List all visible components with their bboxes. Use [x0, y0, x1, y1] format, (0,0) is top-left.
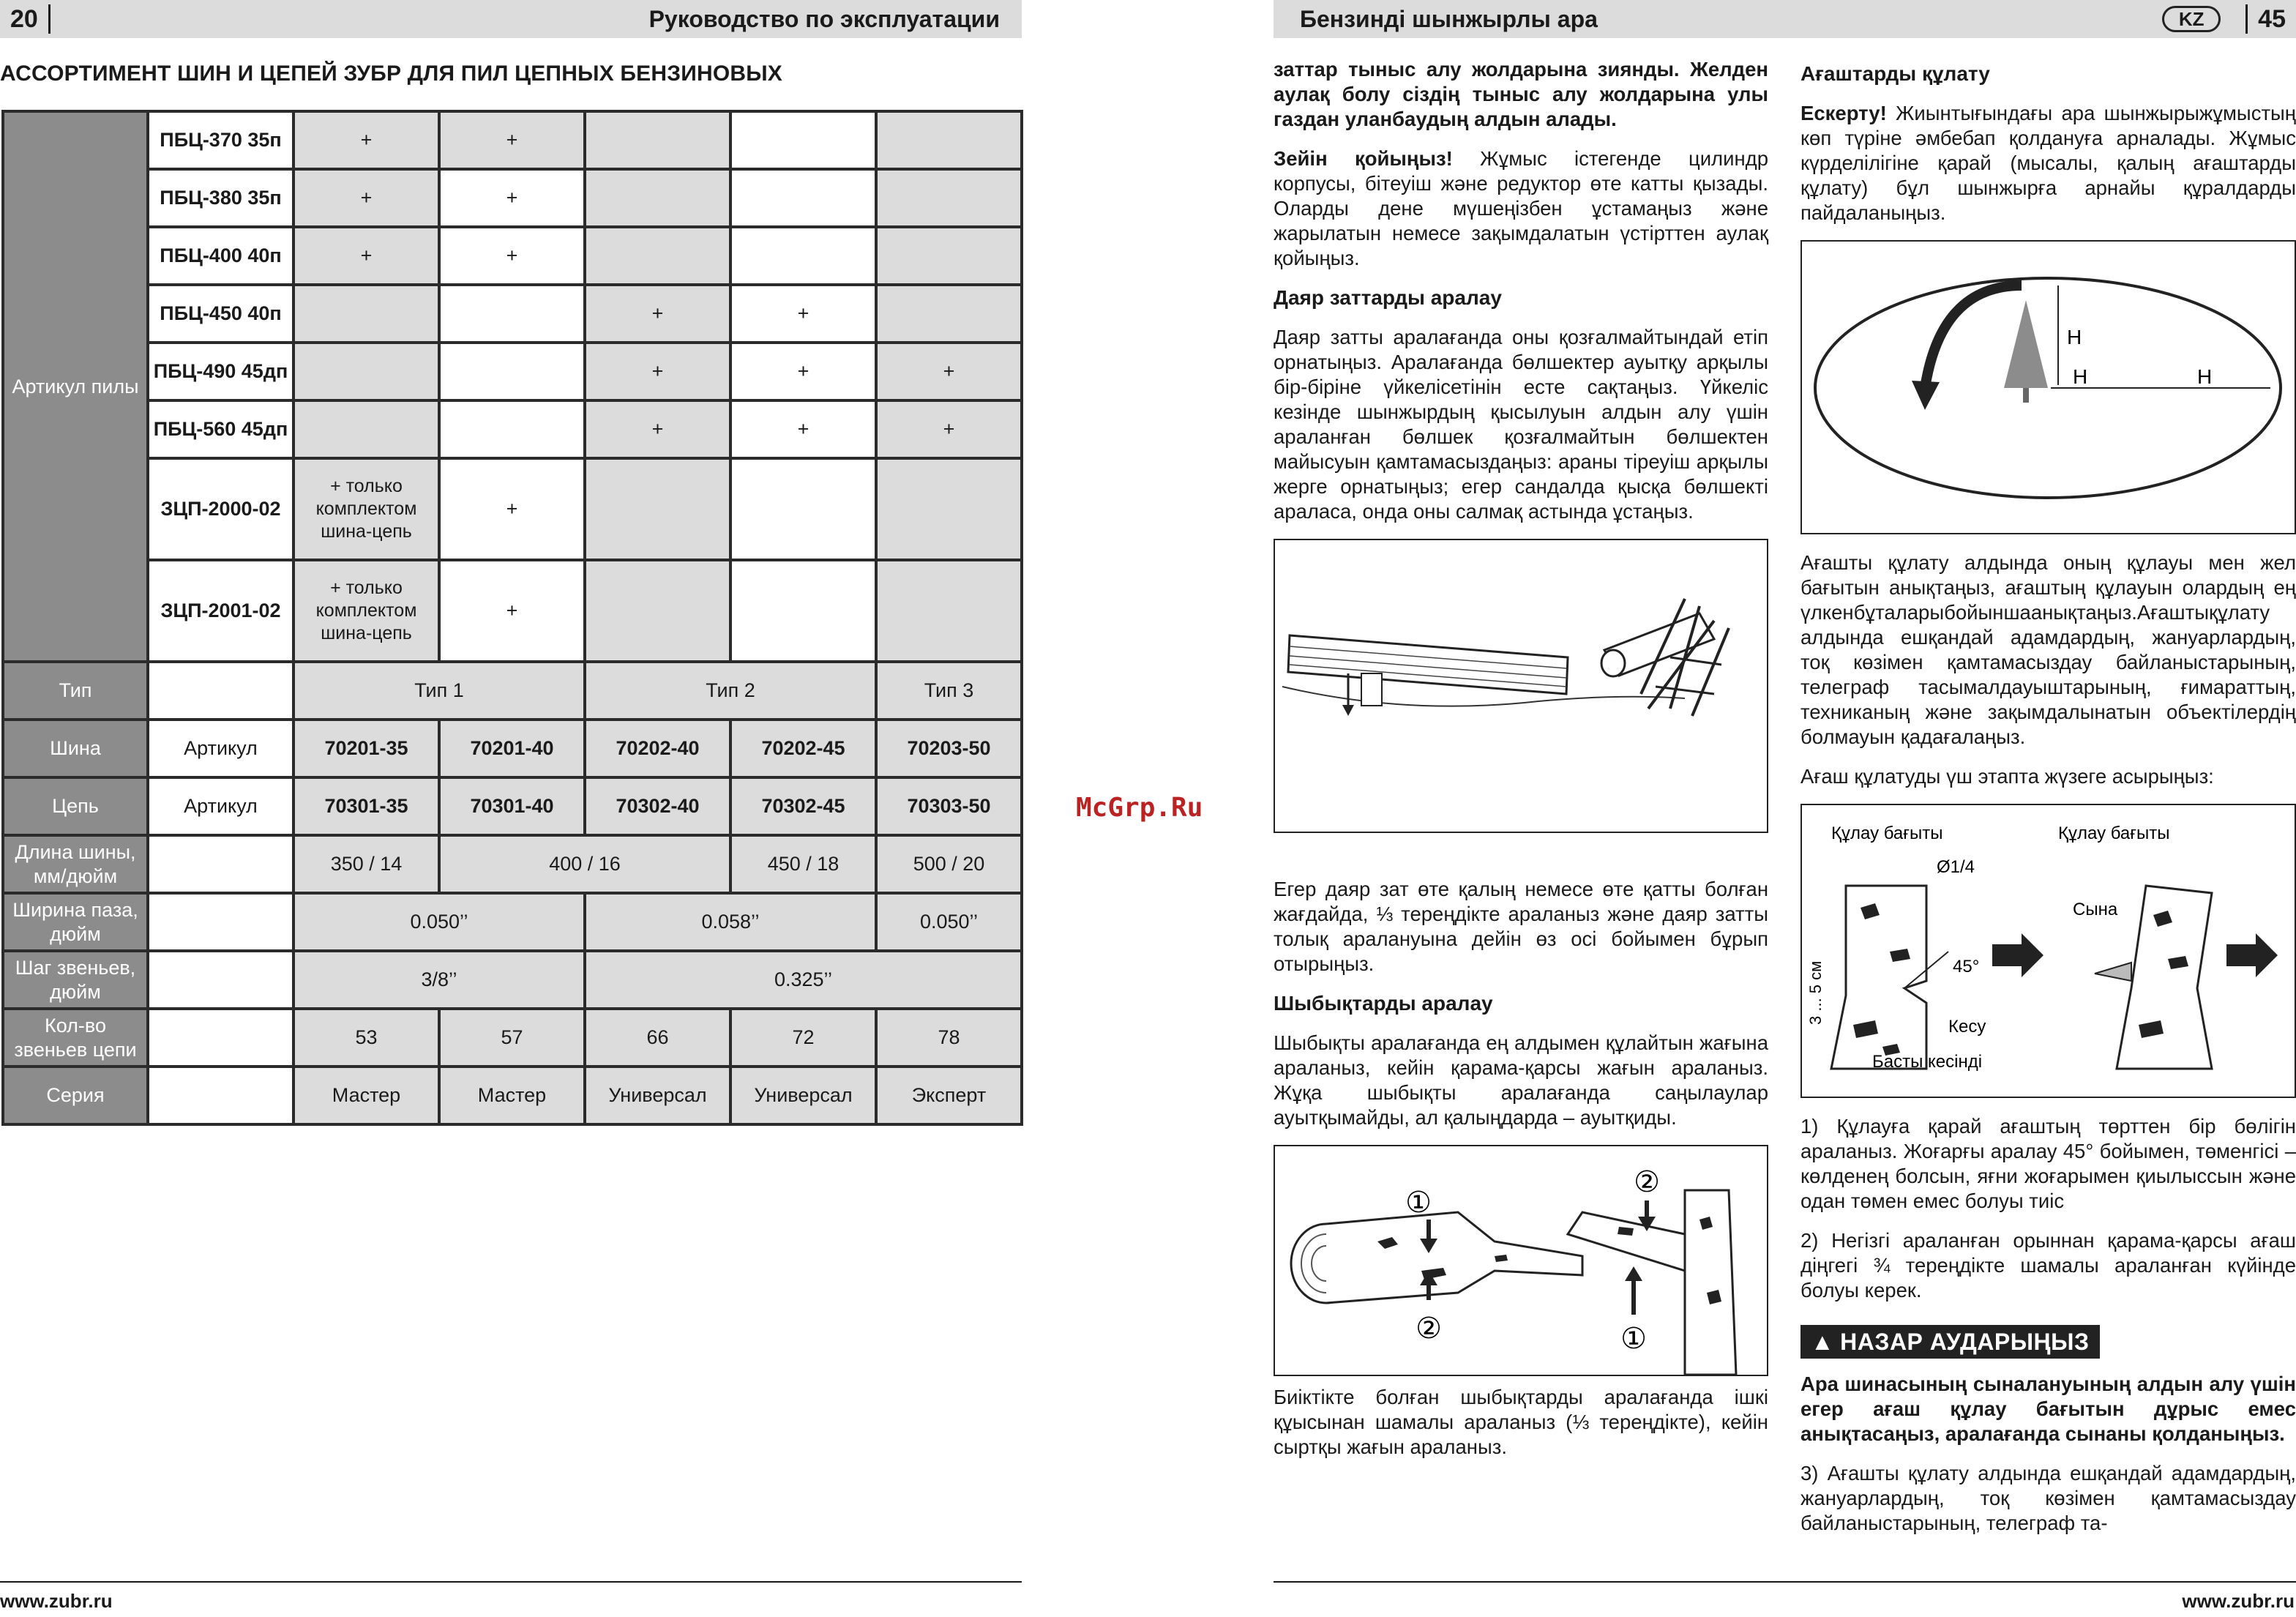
compat-cell: +: [439, 227, 585, 285]
right-header-title: Бензинді шынжырлы ара: [1300, 5, 1598, 32]
paragraph: заттар тыныс алу жолдарына зиянды. Желден аулақ болу сіздің тыныс алу жолдарына улы газдан уланбаудың алдын алады.: [1274, 58, 1768, 130]
marker-1: ①: [1405, 1186, 1432, 1220]
right-column-1: [1274, 57, 1768, 1474]
compat-cell: [876, 169, 1022, 227]
left-footer-rule: [0, 1581, 1022, 1583]
paragraph: Ағаш құлатуды үш этапта жүзеге асырыңыз:: [1800, 765, 2214, 788]
compat-cell: [876, 111, 1022, 169]
empty-cell: [148, 951, 293, 1009]
warning-text: Жиынтығындағы ара шынжырыжұмыстың көп түріне әмбебап қолдануға арналады. Жұмыс күрделілігіне қарай (мысалы, қалың ағаштарды құлату) бұл шынжырға арнайы құралдарды пайдаланыңыз.: [1800, 102, 2296, 224]
compat-cell: [585, 560, 730, 662]
assortment-table: [1, 110, 1023, 1126]
empty-cell: [148, 893, 293, 951]
watermark: McGrp.Ru: [1076, 793, 1203, 823]
header-divider: [2245, 4, 2248, 34]
left-page-header: [0, 0, 1022, 38]
groove-cell: 0.058’’: [585, 893, 876, 951]
saw-model: ПБЦ-370 35п: [148, 111, 293, 169]
article-label: Артикул: [148, 777, 293, 835]
language-badge: KZ: [2162, 6, 2221, 32]
compat-cell: +: [293, 227, 439, 285]
note-text: Жұмыс істегенде цилиндр корпусы, бітеуіш және редуктор өте катты қызады. Оларды дене мүшеңізбен ұстамаңыз және жарылатын немесе зақымдалатын үстірттен аулақ қойыңыз.: [1274, 147, 1768, 269]
paragraph: [1800, 101, 2296, 225]
series-cell: Универсал: [585, 1067, 730, 1124]
compat-cell: +: [439, 458, 585, 560]
compat-cell: [585, 227, 730, 285]
cut-label: Кесу: [1948, 1017, 1986, 1037]
felling-cuts-figure: [1800, 804, 2296, 1098]
saw-model: ПБЦ-380 35п: [148, 169, 293, 227]
compat-cell: +: [293, 169, 439, 227]
bar-article: 70202-45: [730, 720, 876, 777]
pitch-cell: 3/8’’: [293, 951, 585, 1009]
bar-article: 70203-50: [876, 720, 1022, 777]
bar-label: Шина: [3, 720, 148, 777]
empty-cell: [148, 835, 293, 893]
links-cell: 66: [585, 1009, 730, 1067]
compat-cell: +: [585, 285, 730, 343]
distance-mark-1: H: [2073, 365, 2088, 388]
main-cut-label: Басты кесінді: [1872, 1052, 1983, 1072]
bar-article: 70202-40: [585, 720, 730, 777]
fall-direction-label-2: Құлау бағыты: [2058, 824, 2170, 843]
chain-article: 70303-50: [876, 777, 1022, 835]
height-range-label: 3 ... 5 см: [1806, 960, 1825, 1025]
section-title: АССОРТИМЕНТ ШИН И ЦЕПЕЙ ЗУБР ДЛЯ ПИЛ ЦЕПНЫХ БЕНЗИНОВЫХ: [0, 61, 783, 86]
right-page-number: 45: [2258, 4, 2286, 33]
type-cell: Тип 3: [876, 662, 1022, 720]
compat-cell: [439, 400, 585, 458]
angle-label: 45°: [1953, 957, 1980, 976]
right-page-header: [1274, 0, 2296, 38]
compat-cell: [439, 285, 585, 343]
compat-cell: [876, 560, 1022, 662]
marker-1-bottom: ①: [1620, 1322, 1647, 1356]
height-mark: H: [2067, 326, 2082, 348]
compat-cell: +: [293, 111, 439, 169]
series-cell: Универсал: [730, 1067, 876, 1124]
length-cell: 400 / 16: [439, 835, 730, 893]
paragraph: 2) Негізгі араланған орыннан қарама-қарсы ағаш діңгегі ¾ тереңдікте шамалы араланған күйінде болуы керек.: [1800, 1229, 2296, 1302]
compat-cell: +: [439, 111, 585, 169]
length-label: Длина шины, мм/дюйм: [3, 835, 148, 893]
wedge-label: Сына: [2073, 900, 2118, 919]
compat-cell: +: [585, 343, 730, 400]
branches-figure: [1274, 1145, 1768, 1376]
article-saw-label: Артикул пилы: [3, 111, 148, 662]
series-cell: Мастер: [293, 1067, 439, 1124]
chain-article: 70301-35: [293, 777, 439, 835]
attention-text: НАЗАР АУДАРЫҢЫЗ: [1840, 1329, 2090, 1355]
paragraph: Шыбықты аралағанда ең алдымен құлайтын жағына араланыз, кейін қарама-қарсы жағын араланыз. Жұқа шыбықты аралағанда саңылаулар ауытқымайды, ал қалыңдарда – ауытқиды.: [1274, 1031, 1768, 1129]
type-label: Тип: [3, 662, 148, 720]
branches-illustration: [1275, 1146, 1767, 1375]
attention-banner: [1800, 1325, 2100, 1359]
length-cell: 450 / 18: [730, 835, 876, 893]
saw-model: ПБЦ-400 40п: [148, 227, 293, 285]
sawhorse-figure: [1274, 539, 1768, 833]
groove-cell: 0.050’’: [876, 893, 1022, 951]
pitch-label: Шаг звеньев, дюйм: [3, 951, 148, 1009]
pitch-cell: 0.325’’: [585, 951, 1022, 1009]
compat-cell: [730, 169, 876, 227]
empty-cell: [148, 1009, 293, 1067]
compat-cell: +: [585, 400, 730, 458]
compat-cell: [293, 400, 439, 458]
paragraph: Ара шинасының сыналануының алдын алу үшін егер ағаш құлау бағытын дұрыс емес анықтасаңыз, аралағанда сынаны қолданыңыз.: [1800, 1373, 2296, 1445]
felling-zone-figure: [1800, 240, 2296, 534]
right-footer-rule: [1274, 1581, 2296, 1583]
paragraph: 3) Ағашты құлату алдында ешқандай адамдардың, жануарлардың, тоқ көзімен қамтамасыздау байланыстарының, телеграф та-: [1800, 1462, 2296, 1534]
paragraph: 1) Құлауға қарай ағаштың төрттен бір бөлігін араланыз. Жоғарғы аралау 45° бойымен, төменгісі – көлденең болсын, яғни жоғарымен қиылыссын және одан төмен емес болуы тиіс: [1800, 1115, 2296, 1212]
compat-cell: +: [730, 343, 876, 400]
compat-cell: [585, 458, 730, 560]
fall-direction-label-1: Құлау бағыты: [1831, 824, 1943, 843]
paragraph: Биіктікте болған шыбықтарды аралағанда ішкі құысынан шамалы араланыз (⅓ тереңдікте), кейін сыртқы жағын араланыз.: [1274, 1386, 1768, 1458]
compat-cell: [585, 169, 730, 227]
type-cell: Тип 2: [585, 662, 876, 720]
length-cell: 350 / 14: [293, 835, 439, 893]
compat-cell: [730, 227, 876, 285]
compat-cell: [730, 458, 876, 560]
series-label: Серия: [3, 1067, 148, 1124]
saw-model: ПБЦ-450 40п: [148, 285, 293, 343]
left-page-number: 20: [10, 4, 38, 33]
compat-cell: [876, 285, 1022, 343]
links-cell: 78: [876, 1009, 1022, 1067]
compat-cell: +: [876, 400, 1022, 458]
subheading: Шыбықтарды аралау: [1274, 992, 1493, 1015]
left-header-title: Руководство по эксплуатации: [648, 5, 1000, 32]
saw-model: ПБЦ-490 45дп: [148, 343, 293, 400]
distance-mark-2: H: [2197, 365, 2213, 388]
compat-cell: [730, 111, 876, 169]
compat-cell: +: [730, 400, 876, 458]
compat-cell: [585, 111, 730, 169]
compat-cell: [293, 343, 439, 400]
compat-cell: [876, 458, 1022, 560]
saw-model: ЗЦП-2001-02: [148, 560, 293, 662]
groove-cell: 0.050’’: [293, 893, 585, 951]
marker-2-top: ②: [1634, 1165, 1660, 1199]
saw-model: ЗЦП-2000-02: [148, 458, 293, 560]
right-column-2: [1800, 57, 2296, 1550]
compat-cell: [876, 227, 1022, 285]
compat-cell: +: [876, 343, 1022, 400]
compat-cell: [293, 285, 439, 343]
subheading: Ағаштарды құлату: [1800, 62, 1990, 85]
saw-model: ПБЦ-560 45дп: [148, 400, 293, 458]
links-label: Кол-во звеньев цепи: [3, 1009, 148, 1067]
series-cell: Эксперт: [876, 1067, 1022, 1124]
paragraph: Даяр затты аралағанда оны қозғалмайтындай етіп орнатыңыз. Аралағанда бөлшектер ауытқу арқылы бір-біріне үйкелісетінін есте сақтаңыз. Үйкеліс кезінде шынжырдың қысылуын алдын алу үшін араланған бөлшек қозғалмайтын бөлшектен майысуын қамтамасыздаңыз: араны тіреуіш арқылы жерге орнатыңыз; егер сандалда қысқа бөлшекті аралаcа, онда оны салмақ астында ұстаңыз.: [1274, 326, 1768, 523]
compat-cell: +: [439, 169, 585, 227]
warning-triangle-icon: ▲: [1811, 1329, 1835, 1355]
length-cell: 500 / 20: [876, 835, 1022, 893]
right-footer-url: www.zubr.ru: [2182, 1590, 2295, 1612]
empty-cell: [148, 662, 293, 720]
header-divider: [48, 4, 51, 34]
paragraph: Егер даяр зат өте қалың немесе өте қатты болған жағдайда, ⅓ тереңдікте араланыз және даяр затты толық аралануына дейін өз осі бойымен бұрып отырыңыз.: [1274, 878, 1768, 975]
marker-2: ②: [1416, 1312, 1442, 1345]
felling-zone-illustration: [1802, 242, 2295, 533]
series-cell: Мастер: [439, 1067, 585, 1124]
type-cell: Тип 1: [293, 662, 585, 720]
chain-article: 70302-40: [585, 777, 730, 835]
bar-article: 70201-40: [439, 720, 585, 777]
chain-article: 70302-45: [730, 777, 876, 835]
compat-cell: + только комплектом шина-цепь: [293, 560, 439, 662]
paragraph: Ағашты құлату алдында оның құлауы мен жел бағытын анықтаңыз, ағаштың құлауын олардың ең үлкенбұталарыбойыншаанықтаңыз.Ағаштықұлату алдында ешқандай адамдардың, жануарлардың, тоқ көзімен қамтамасыздау байланыстарының, телеграф тасымалдауыштарының, ғимараттың, техниканың және зақымдалынатын объектілердің болмауын қадағалаңыз.: [1800, 551, 2296, 748]
empty-cell: [148, 1067, 293, 1124]
compat-cell: +: [730, 285, 876, 343]
links-cell: 57: [439, 1009, 585, 1067]
bar-article: 70201-35: [293, 720, 439, 777]
links-cell: 72: [730, 1009, 876, 1067]
chain-article: 70301-40: [439, 777, 585, 835]
groove-label: Ширина паза, дюйм: [3, 893, 148, 951]
compat-cell: [730, 560, 876, 662]
felling-cuts-illustration: [1802, 805, 2295, 1097]
paragraph: [1274, 146, 1768, 271]
warning-lead: Ескерту!: [1800, 102, 1887, 124]
subheading: Даяр заттарды аралау: [1274, 286, 1502, 309]
note-lead: Зейін қойыңыз!: [1274, 147, 1453, 170]
compat-cell: + только комплектом шина-цепь: [293, 458, 439, 560]
sawhorse-illustration: [1275, 540, 1767, 832]
chain-label: Цепь: [3, 777, 148, 835]
compat-cell: [439, 343, 585, 400]
links-cell: 53: [293, 1009, 439, 1067]
left-footer-url: www.zubr.ru: [0, 1590, 113, 1612]
article-label: Артикул: [148, 720, 293, 777]
compat-cell: +: [439, 560, 585, 662]
quarter-diameter-label: Ø1/4: [1937, 857, 1975, 877]
